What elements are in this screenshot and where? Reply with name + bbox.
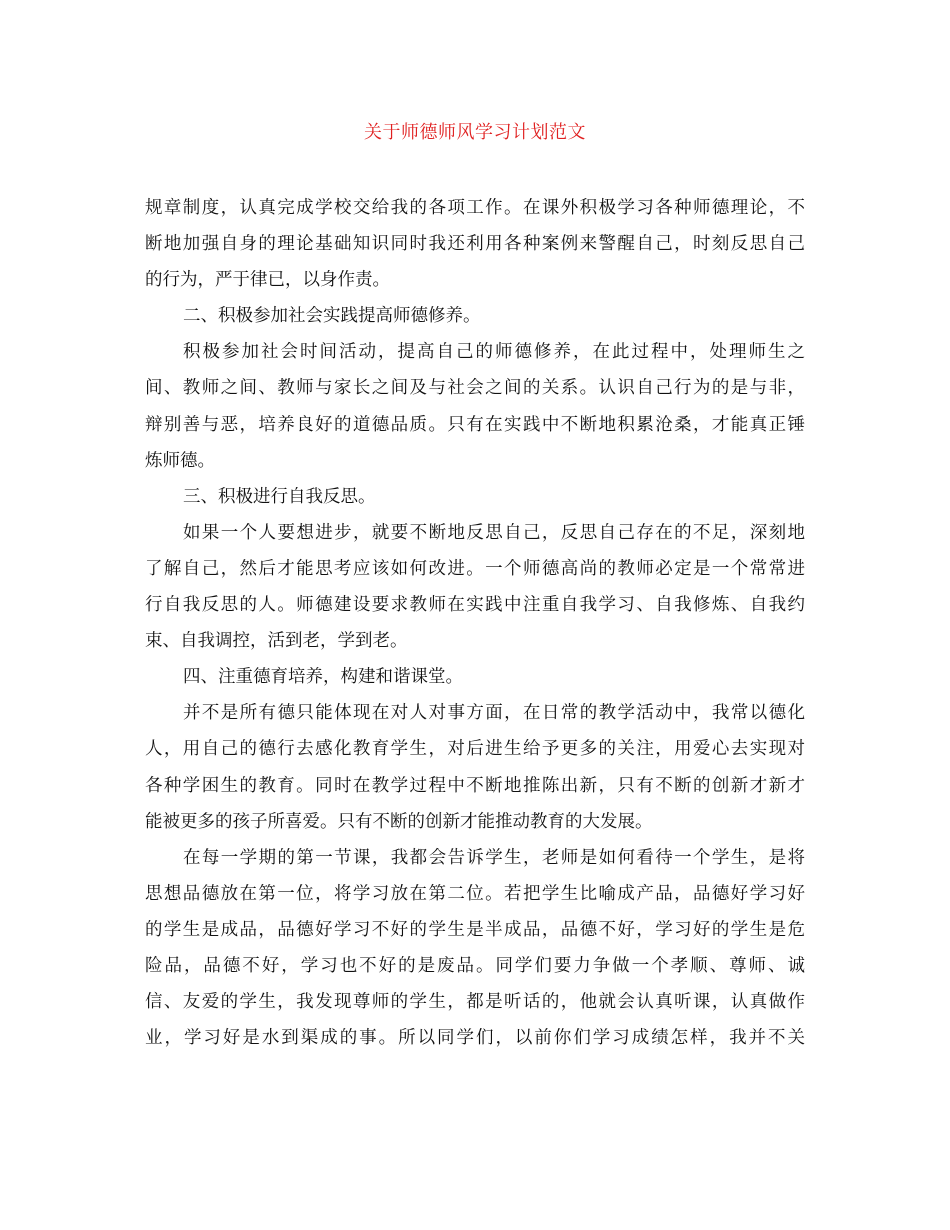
text-line: 人，用自己的德行去感化教育学生，对后进生给予更多的关注，用爱心去实现对 [145, 739, 805, 760]
text-line: 了解自己，然后才能思考应该如何改进。一个师德高尚的教师必定是一个常常进 [145, 558, 805, 579]
text-line: 在每一学期的第一节课，我都会告诉学生，老师是如何看待一个学生，是将 [183, 847, 805, 868]
text-line: 行自我反思的人。师德建设要求教师在实践中注重自我学习、自我修炼、自我约 [145, 595, 805, 616]
text-line: 的行为，严于律已，以身作责。 [145, 270, 390, 291]
text-line: 积极参加社会时间活动，提高自己的师德修养，在此过程中，处理师生之 [183, 342, 805, 363]
text-line: 辩别善与恶，培养良好的道德品质。只有在实践中不断地积累沧桑，才能真正锤 [145, 414, 805, 435]
text-line: 二、积极参加社会实践提高师德修养。 [183, 306, 481, 327]
document-title: 关于师德师风学习计划范文 [364, 122, 586, 143]
text-line: 断地加强自身的理论基础知识同时我还利用各种案例来警醒自己，时刻反思自己 [145, 234, 805, 255]
text-line: 各种学困生的教育。同时在教学过程中不断地推陈出新，只有不断的创新才新才 [145, 775, 805, 796]
text-line: 信、友爱的学生，我发现尊师的学生，都是听话的，他就会认真听课，认真做作 [145, 992, 805, 1013]
text-line: 险品，品德不好，学习也不好的是废品。同学们要力争做一个孝顺、尊师、诚 [145, 955, 805, 976]
text-line: 业，学习好是水到渠成的事。所以同学们，以前你们学习成绩怎样，我并不关 [145, 1028, 805, 1049]
text-line: 束、自我调控，活到老，学到老。 [145, 631, 408, 652]
text-line: 的学生是成品，品德好学习不好的学生是半成品，品德不好，学习好的学生是危 [145, 919, 805, 940]
text-line: 并不是所有德只能体现在对人对事方面，在日常的教学活动中，我常以德化 [183, 703, 805, 724]
text-line: 炼师德。 [145, 450, 215, 471]
text-line: 思想品德放在第一位，将学习放在第二位。若把学生比喻成产品，品德好学习好 [145, 883, 805, 904]
text-line: 如果一个人要想进步，就要不断地反思自己，反思自己存在的不足，深刻地 [183, 522, 805, 543]
text-line: 规章制度，认真完成学校交给我的各项工作。在课外积极学习各种师德理论，不 [145, 198, 805, 218]
text-line: 能被更多的孩子所喜爱。只有不断的创新才能推动教育的大发展。 [145, 811, 653, 832]
document-body [145, 190, 805, 1056]
text-line: 四、注重德育培养，构建和谐课堂。 [183, 667, 463, 688]
text-line: 三、积极进行自我反思。 [183, 486, 376, 507]
text-line: 间、教师之间、教师与家长之间及与社会之间的关系。认识自己行为的是与非， [145, 378, 805, 399]
